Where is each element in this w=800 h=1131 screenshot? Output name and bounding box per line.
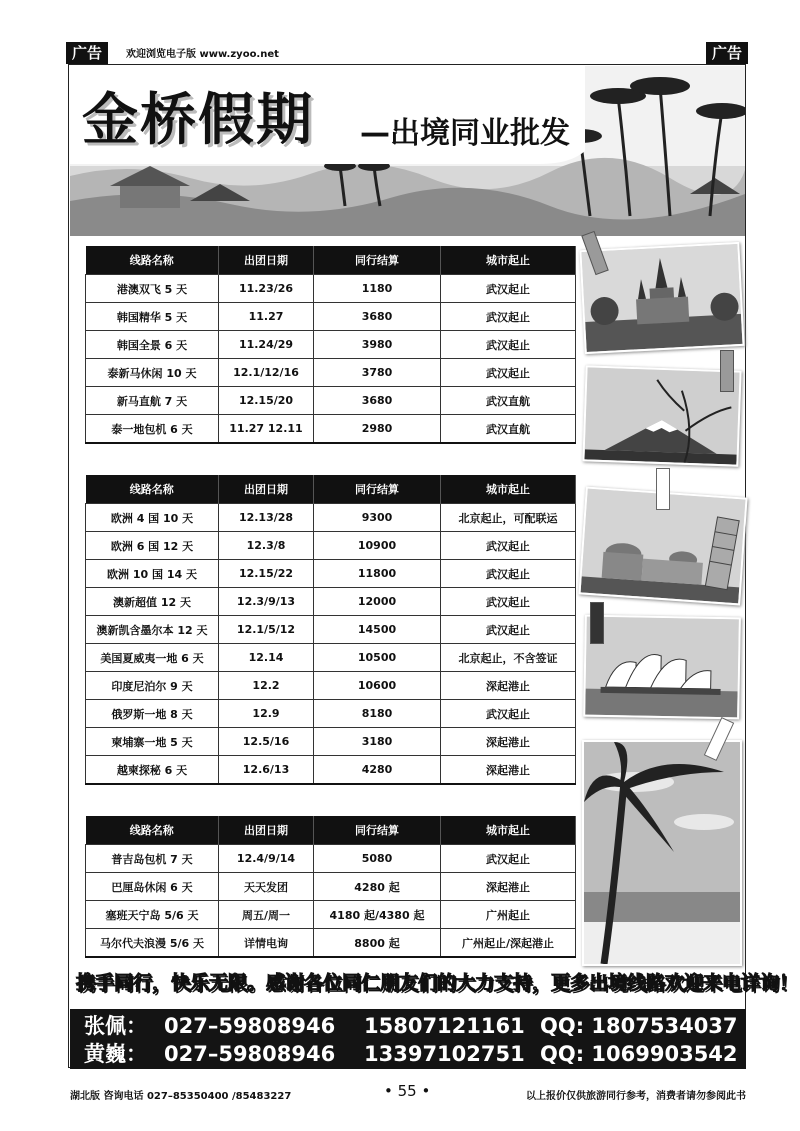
col-date: 出团日期 [219, 475, 314, 504]
city-range: 武汉起止 [441, 845, 576, 873]
city-range: 广州起止 [441, 901, 576, 929]
route-name: 美国夏威夷一地 6 天 [86, 644, 219, 672]
trade-price: 9300 [314, 504, 441, 532]
route-table-asia [85, 246, 576, 444]
table-row [86, 728, 576, 756]
route-name: 欧洲 4 国 10 天 [86, 504, 219, 532]
route-name: 欧洲 6 国 12 天 [86, 532, 219, 560]
contact-name: 张佩： [84, 1014, 147, 1038]
banner-subtitle: —出境同业批发 [360, 116, 570, 151]
col-price: 同行结算 [314, 475, 441, 504]
trade-price: 4280 起 [314, 873, 441, 901]
slogan: 携手同行，快乐无限。感谢各位同仁朋友们的大力支持，更多出境线路欢迎来电详询！ [76, 972, 799, 994]
contact-row [84, 1040, 738, 1068]
city-range: 武汉起止 [441, 359, 576, 387]
departure-date: 12.14 [219, 644, 314, 672]
route-name: 普吉岛包机 7 天 [86, 845, 219, 873]
table-row [86, 672, 576, 700]
trade-price: 8800 起 [314, 929, 441, 958]
trade-price: 1180 [314, 275, 441, 303]
table-row [86, 560, 576, 588]
trade-price: 10500 [314, 644, 441, 672]
departure-date: 12.2 [219, 672, 314, 700]
trade-price: 4280 [314, 756, 441, 785]
departure-date: 12.9 [219, 700, 314, 728]
departure-date: 天天发团 [219, 873, 314, 901]
mount-fuji-photo [582, 365, 741, 466]
table-row [86, 359, 576, 387]
route-table-long-haul [85, 475, 576, 785]
city-range: 北京起止，不含签证 [441, 644, 576, 672]
clip-icon [656, 468, 670, 510]
route-name: 马尔代夫浪漫 5/6 天 [86, 929, 219, 958]
col-route: 线路名称 [86, 475, 219, 504]
trade-price: 5080 [314, 845, 441, 873]
departure-date: 12.15/20 [219, 387, 314, 415]
table-row [86, 588, 576, 616]
city-range: 深起港止 [441, 873, 576, 901]
contact-tel: 027–59808946 [164, 1042, 336, 1066]
table-row [86, 532, 576, 560]
route-name: 塞班天宁岛 5/6 天 [86, 901, 219, 929]
city-range: 武汉起止 [441, 560, 576, 588]
sydney-opera-photo [583, 615, 741, 720]
route-name: 越柬探秘 6 天 [86, 756, 219, 785]
departure-date: 12.3/8 [219, 532, 314, 560]
route-name: 澳新凯含墨尔本 12 天 [86, 616, 219, 644]
departure-date: 12.6/13 [219, 756, 314, 785]
contact-name: 黄巍： [84, 1042, 147, 1066]
city-range: 武汉起止 [441, 532, 576, 560]
table-row [86, 275, 576, 303]
table-header-row [86, 475, 576, 504]
route-name: 俄罗斯一地 8 天 [86, 700, 219, 728]
trade-price: 3680 [314, 387, 441, 415]
col-price: 同行结算 [314, 246, 441, 275]
route-name: 澳新超值 12 天 [86, 588, 219, 616]
city-range: 武汉起止 [441, 303, 576, 331]
city-range: 武汉直航 [441, 387, 576, 415]
table-row [86, 929, 576, 958]
route-name: 新马直航 7 天 [86, 387, 219, 415]
route-name: 港澳双飞 5 天 [86, 275, 219, 303]
trade-price: 3980 [314, 331, 441, 359]
city-range: 深起港止 [441, 728, 576, 756]
departure-date: 12.5/16 [219, 728, 314, 756]
footer-disclaimer: 以上报价仅供旅游同行参考，消费者请勿参阅此书 [526, 1091, 746, 1102]
departure-date: 12.1/12/16 [219, 359, 314, 387]
table-header-row [86, 816, 576, 845]
banner-title: 金桥假期 [82, 87, 314, 153]
table-row [86, 303, 576, 331]
table-row [86, 873, 576, 901]
page-number: • 55 • [384, 1082, 431, 1100]
trade-price: 12000 [314, 588, 441, 616]
trade-price: 8180 [314, 700, 441, 728]
trade-price: 10600 [314, 672, 441, 700]
city-range: 武汉起止 [441, 616, 576, 644]
trade-price: 11800 [314, 560, 441, 588]
departure-date: 12.15/22 [219, 560, 314, 588]
table-row [86, 616, 576, 644]
contact-row [84, 1012, 738, 1040]
route-name: 韩国精华 5 天 [86, 303, 219, 331]
ad-label-left: 广告 [66, 42, 108, 64]
table-row [86, 644, 576, 672]
city-range: 深起港止 [441, 756, 576, 785]
city-range: 武汉起止 [441, 700, 576, 728]
route-table-islands [85, 816, 576, 958]
departure-date: 12.3/9/13 [219, 588, 314, 616]
trade-price: 3780 [314, 359, 441, 387]
city-range: 深起港止 [441, 672, 576, 700]
route-name: 印度尼泊尔 9 天 [86, 672, 219, 700]
route-name: 巴厘岛休闲 6 天 [86, 873, 219, 901]
col-date: 出团日期 [219, 816, 314, 845]
ad-label-right: 广告 [706, 42, 748, 64]
table-row [86, 504, 576, 532]
trade-price: 10900 [314, 532, 441, 560]
banner [70, 66, 745, 236]
col-date: 出团日期 [219, 246, 314, 275]
departure-date: 详情电询 [219, 929, 314, 958]
city-range: 北京起止，可配联运 [441, 504, 576, 532]
city-range: 武汉起止 [441, 275, 576, 303]
trade-price: 4180 起/4380 起 [314, 901, 441, 929]
table-row [86, 700, 576, 728]
trade-price: 3680 [314, 303, 441, 331]
departure-date: 11.27 12.11 [219, 415, 314, 444]
route-name: 柬埔寨一地 5 天 [86, 728, 219, 756]
city-range: 广州起止/深起港止 [441, 929, 576, 958]
col-city: 城市起止 [441, 246, 576, 275]
city-range: 武汉直航 [441, 415, 576, 444]
contact-mobile: 13397102751 [364, 1042, 525, 1066]
departure-date: 11.24/29 [219, 331, 314, 359]
city-range: 武汉起止 [441, 588, 576, 616]
trade-price: 14500 [314, 616, 441, 644]
top-bar [66, 42, 748, 64]
contact-box [70, 1009, 746, 1069]
table-row [86, 331, 576, 359]
palm-beach-photo [582, 740, 742, 966]
departure-date: 11.23/26 [219, 275, 314, 303]
table-row [86, 415, 576, 444]
route-name: 泰新马休闲 10 天 [86, 359, 219, 387]
clip-icon [590, 602, 604, 644]
departure-date: 周五/周一 [219, 901, 314, 929]
departure-date: 11.27 [219, 303, 314, 331]
col-route: 线路名称 [86, 246, 219, 275]
trade-price: 2980 [314, 415, 441, 444]
table-row [86, 901, 576, 929]
table-header-row [86, 246, 576, 275]
departure-date: 12.13/28 [219, 504, 314, 532]
city-range: 武汉起止 [441, 331, 576, 359]
route-name: 韩国全景 6 天 [86, 331, 219, 359]
col-price: 同行结算 [314, 816, 441, 845]
col-city: 城市起止 [441, 816, 576, 845]
col-city: 城市起止 [441, 475, 576, 504]
contact-qq: QQ: 1069903542 [540, 1042, 738, 1066]
contact-qq: QQ: 1807534037 [540, 1014, 738, 1038]
col-route: 线路名称 [86, 816, 219, 845]
site-text: 欢迎浏览电子版 www.zyoo.net [126, 49, 279, 60]
trade-price: 3180 [314, 728, 441, 756]
departure-date: 12.4/9/14 [219, 845, 314, 873]
table-row [86, 756, 576, 785]
footer-hotline: 湖北版 咨询电话 027–85350400 /85483227 [70, 1091, 292, 1102]
departure-date: 12.1/5/12 [219, 616, 314, 644]
clip-icon [720, 350, 734, 392]
table-row [86, 387, 576, 415]
table-row [86, 845, 576, 873]
contact-mobile: 15807121161 [364, 1014, 525, 1038]
route-name: 欧洲 10 国 14 天 [86, 560, 219, 588]
route-name: 泰一地包机 6 天 [86, 415, 219, 444]
contact-tel: 027–59808946 [164, 1014, 336, 1038]
